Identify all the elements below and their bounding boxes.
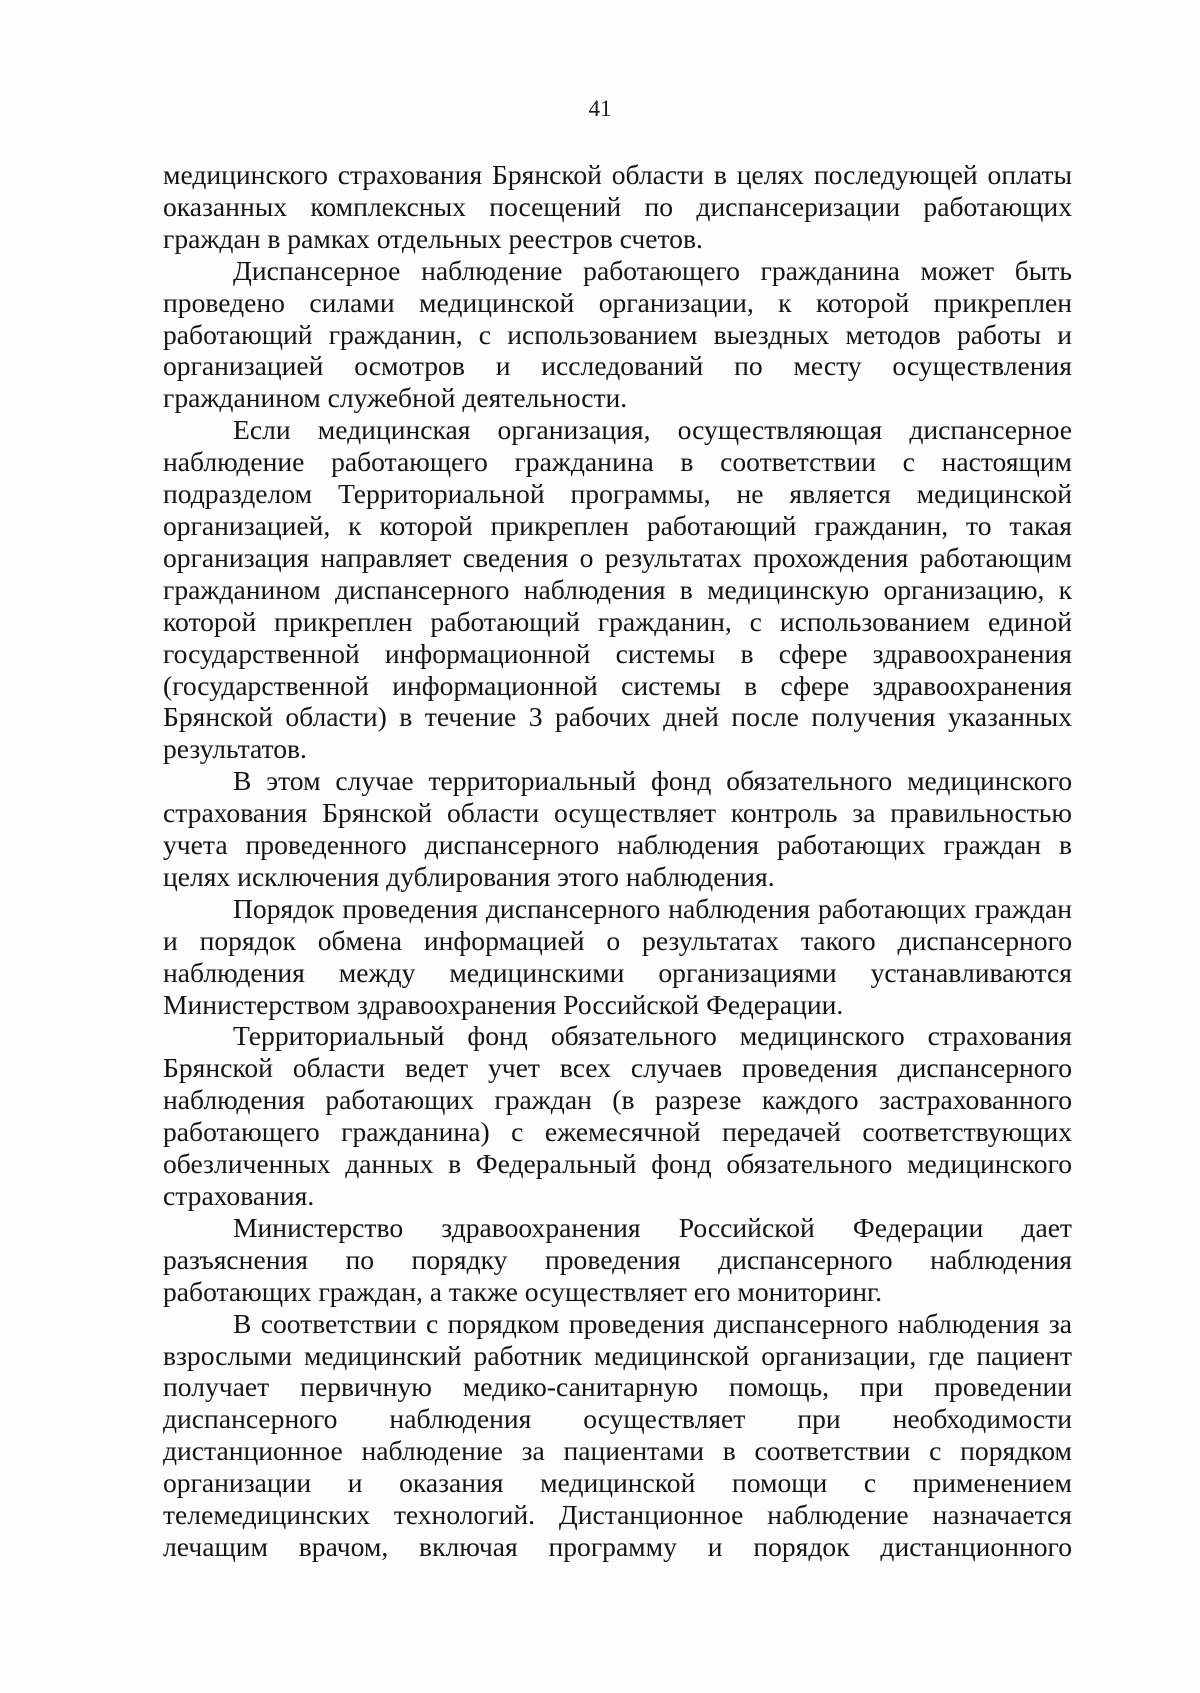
body-text: [163, 159, 1072, 1563]
paragraph: Диспансерное наблюдение работающего гражданина может быть проведено силами медицинской организации, к которой прикреплен работающий гражданин, с использованием выездных методов работы и организацией осмотров и исследований по месту осуществления гражданином служебной деятельности.: [163, 254, 1072, 414]
paragraph: Если медицинская организация, осуществляющая диспансерное наблюдение работающего гражданина в соответствии с настоящим подразделом Территориальной программы, не является медицинской организацией, к которой прикреплен работающий гражданин, то такая организация направляет сведения о результатах прохождения работающим гражданином диспансерного наблюдения в медицинскую организацию, к которой прикреплен работающий гражданин, с использованием единой государственной информационной системы в сфере здравоохранения (государственной информационной системы в сфере здравоохранения Брянской области) в течение 3 рабочих дней после получения указанных результатов.: [163, 414, 1072, 765]
paragraph: Порядок проведения диспансерного наблюдения работающих граждан и порядок обмена информацией о результатах такого диспансерного наблюдения между медицинскими организациями устанавливаются Министерством здравоохранения Российской Федерации.: [163, 892, 1072, 1020]
paragraph: Министерство здравоохранения Российской Федерации дает разъяснения по порядку проведения диспансерного наблюдения работающих граждан, а также осуществляет его мониторинг.: [163, 1211, 1072, 1307]
page-number: 41: [588, 96, 612, 121]
paragraph-continues: В соответствии с порядком проведения диспансерного наблюдения за взрослыми медицинский работник медицинской организации, где пациент получает первичную медико-санитарную помощь, при проведении диспансерного наблюдения осуществляет при необходимости дистанционное наблюдение за пациентами в соответствии с порядком организации и оказания медицинской помощи с применением телемедицинских технологий. Дистанционное наблюдение назначается лечащим врачом, включая программу и порядок дистанционного: [163, 1307, 1072, 1562]
paragraph-continuation: медицинского страхования Брянской области в целях последующей оплаты оказанных комплексных посещений по диспансеризации работающих граждан в рамках отдельных реестров счетов.: [163, 159, 1072, 254]
paragraph: В этом случае территориальный фонд обязательного медицинского страхования Брянской области осуществляет контроль за правильностью учета проведенного диспансерного наблюдения работающих граждан в целях исключения дублирования этого наблюдения.: [163, 765, 1072, 892]
paragraph: Территориальный фонд обязательного медицинского страхования Брянской области ведет учет всех случаев проведения диспансерного наблюдения работающих граждан (в разрезе каждого застрахованного работающего гражданина) с ежемесячной передачей соответствующих обезличенных данных в Федеральный фонд обязательного медицинского страхования.: [163, 1020, 1072, 1211]
